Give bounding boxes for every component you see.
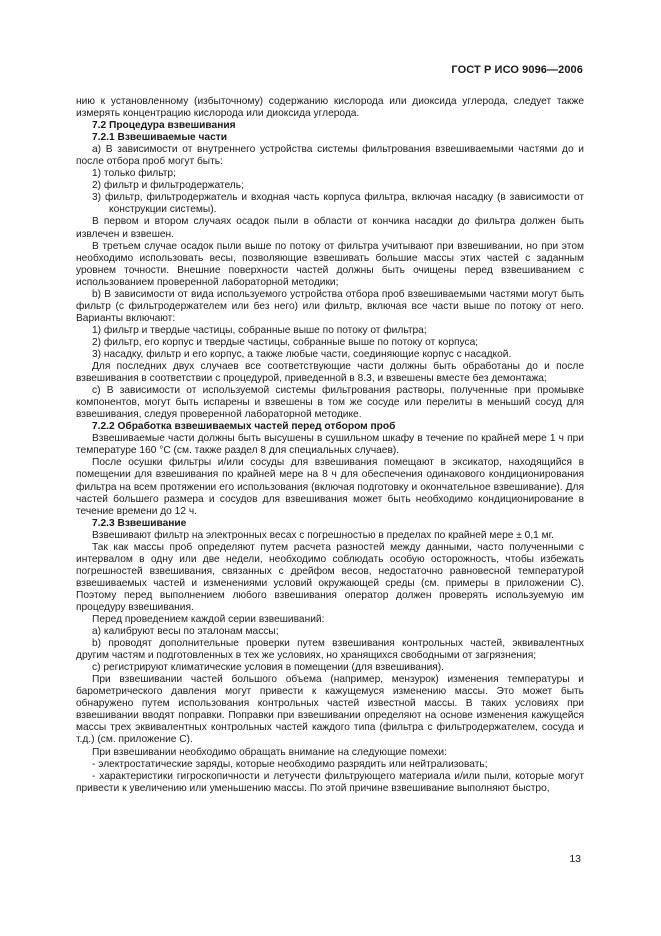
paragraph: - характеристики гигроскопичности и летучести фильтрующего материала и/или пыли, которые могут привести к увеличению или уменьшению массы. По этой причине взвешивание выполняют быстро, bbox=[76, 770, 584, 794]
section-heading: 7.2 Процедура взвешивания bbox=[92, 120, 236, 132]
paragraph: а) калибруют весы по эталонам массы; bbox=[92, 626, 279, 638]
paragraph: После осушки фильтры и/или сосуды для взвешивания помещают в эксикатор, находящийся в помещении для взвешивания по крайней мере на 8 ч для обеспечения одинакового кондиционирования фильтра на всем протяжении его использования (включая подготовку и окончательное взвешивание). Для частей большего размера и сосудов для взвешивания может быть необходимо кондиционирование в течение времени до 12 ч. bbox=[76, 457, 584, 517]
section-heading: 7.2.2 Обработка взвешиваемых частей перед отбором проб bbox=[92, 421, 396, 433]
paragraph: а) В зависимости от внутреннего устройства системы фильтрования взвешиваемыми частями до и после отбора проб могут быть: bbox=[76, 144, 584, 168]
paragraph: нию к установленному (избыточному) содержанию кислорода или диоксида углерода, следует также измерять концентрацию кислорода или диоксида углерода. bbox=[76, 96, 584, 120]
paragraph: 1) только фильтр; bbox=[92, 168, 176, 180]
section-heading: 7.2.3 Взвешивание bbox=[92, 517, 187, 529]
paragraph: Перед проведением каждой серии взвешиваний: bbox=[92, 614, 325, 626]
paragraph: В третьем случае осадок пыли выше по потоку от фильтра учитывают при взвешивании, но при этом необходимо использовать весы, позволяющие взвешивать большие массы этих частей с заданным уровнем точности. Внешние поверхности частей должны быть очищены перед взвешиванием с использованием проверенной лабораторной методики; bbox=[76, 240, 584, 288]
paragraph: В первом и втором случаях осадок пыли в области от кончика насадки до фильтра должен быть извлечен и взвешен. bbox=[76, 216, 584, 240]
document-body bbox=[76, 96, 584, 795]
paragraph: 2) фильтр и фильтродержатель; bbox=[92, 180, 244, 192]
paragraph: c) регистрируют климатические условия в помещении (для взвешивания). bbox=[92, 662, 445, 674]
paragraph: При взвешивании необходимо обращать внимание на следующие помехи: bbox=[92, 746, 447, 758]
page-number: 13 bbox=[569, 853, 581, 865]
paragraph: Взвешиваемые части должны быть высушены в сушильном шкафу в течение по крайней мере 1 ч при температуре 160 °С (см. также раздел 8 для специальных случаев). bbox=[76, 433, 584, 457]
paragraph: 3) фильтр, фильтродержатель и входная часть корпуса фильтра, включая насадку (в зависимости от конструкции системы). bbox=[92, 192, 584, 216]
paragraph: Для последних двух случаев все соответствующие части должны быть обработаны до и после взвешивания в соответствии с процедурой, приведенной в 8.3, и взвешены вместе без демонтажа; bbox=[76, 361, 584, 385]
paragraph: 2) фильтр, его корпус и твердые частицы, собранные выше по потоку от корпуса; bbox=[92, 336, 479, 348]
paragraph: Так как массы проб определяют путем расчета разностей между данными, часто полученными с интервалом в одну или две недели, необходимо соблюдать особую осторожность, чтобы избежать погрешностей взвешивания, связанных с дрейфом весов, недостаточно равновесной температурой взвешиваемых частей и изменениями условий окружающей среды (см. примеры в приложении С). Поэтому перед выполнением любого взвешивания оператор должен проверять используемую им процедуру взвешивания. bbox=[76, 541, 584, 613]
paragraph: - электростатические заряды, которые необходимо разрядить или нейтрализовать; bbox=[92, 758, 488, 770]
paragraph: 3) насадку, фильтр и его корпус, а также любые части, соединяющие корпус с насадкой. bbox=[92, 348, 512, 360]
paragraph: 1) фильтр и твердые частицы, собранные выше по потоку от фильтра; bbox=[92, 324, 427, 336]
paragraph: c) В зависимости от используемой системы фильтрования растворы, полученные при промывке компонентов, могут быть испарены и взвешены в том же сосуде или перелиты в меньший сосуд для взвешивания, следуя проверенной лабораторной методике. bbox=[76, 385, 584, 421]
paragraph: Взвешивают фильтр на электронных весах с погрешностью в пределах по крайней мере ± 0,1 мг. bbox=[92, 529, 554, 541]
paragraph: b) В зависимости от вида используемого устройства отбора проб взвешиваемыми частями могут быть фильтр (с фильтродержателем или без него) или фильтр, включая все части выше по потоку от него. Варианты включают: bbox=[76, 288, 584, 324]
paragraph: b) проводят дополнительные проверки путем взвешивания контрольных частей, эквивалентных другим частям и подготовленных в тех же условиях, но хранящихся свободными от загрязнения; bbox=[76, 638, 584, 662]
document-header: ГОСТ Р ИСО 9096—2006 bbox=[451, 64, 583, 76]
paragraph: При взвешивании частей большого объема (например, мензурок) изменения температуры и барометрического давления могут привести к кажущемуся изменению массы. Это может быть обнаружено путем использования контрольных частей известной массы. В таких условиях при взвешивании вводят поправки. Поправки при взвешивании определяют на основе изменения кажущейся массы трех эквивалентных контрольных частей каждого типа (фильтра с фильтродержателем, сосуда и т.д.) (см. приложение С). bbox=[76, 674, 584, 746]
section-heading: 7.2.1 Взвешиваемые части bbox=[92, 132, 228, 144]
